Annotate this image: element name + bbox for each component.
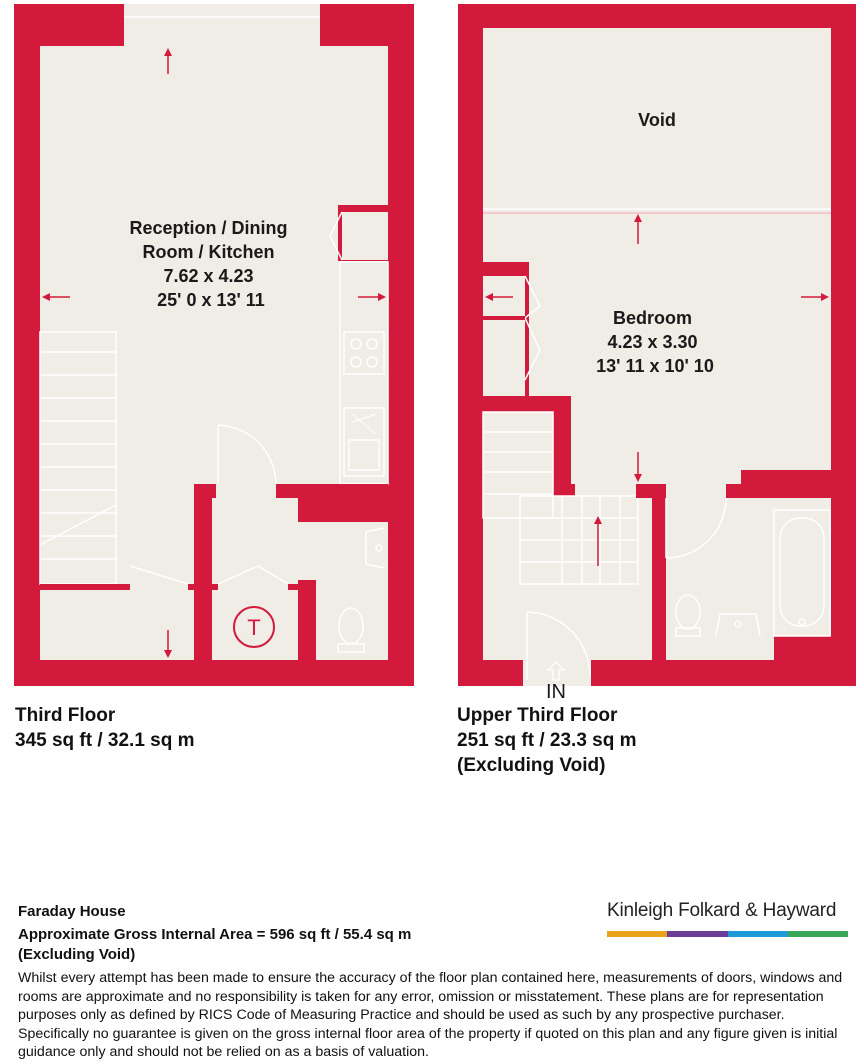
reception-floor xyxy=(40,46,388,660)
gross-area-note: (Excluding Void) xyxy=(18,946,136,963)
room-dimensions-metric: 7.62 x 4.23 xyxy=(163,266,254,286)
room-name-line: Room / Kitchen xyxy=(142,242,275,262)
kitchen-counter xyxy=(340,262,388,484)
footer xyxy=(18,902,848,1062)
entrance-label: IN xyxy=(546,681,566,703)
room-dimensions-imperial: 13' 11 x 10' 10 xyxy=(596,356,714,376)
bedroom-label xyxy=(596,308,714,376)
upper-third-floor-plan xyxy=(458,4,856,703)
room-name-line: Reception / Dining xyxy=(129,218,288,238)
floor-area: 345 sq ft / 32.1 sq m xyxy=(15,730,195,751)
gross-area-line: Approximate Gross Internal Area = 596 sq ft / 55.4 sq m xyxy=(18,926,412,943)
third-floor-plan xyxy=(14,4,414,686)
floor-note: (Excluding Void) xyxy=(457,755,606,776)
disclaimer-text: Whilst every attempt has been made to ensure the accuracy of the floor plan contained here, measurements of doors, windows and rooms are approximate and no responsibility is taken for any error, omission or misstatement. These plans are for representation purposes only as defined by RICS Code of Measuring Practice and should be used as such by any prospective purchaser. Specifically no guarantee is given on the gross internal floor area of the property if quoted on this plan and any figure given is initial guidance only and should not be relied on as a basis of valuation. xyxy=(18,970,843,1061)
floor-name: Third Floor xyxy=(15,705,116,726)
room-name-line: Bedroom xyxy=(612,308,692,328)
void-label: Void xyxy=(638,110,676,130)
floor-area: 251 sq ft / 23.3 sq m xyxy=(457,730,637,751)
room-dimensions-metric: 4.23 x 3.30 xyxy=(607,332,698,352)
floor-name: Upper Third Floor xyxy=(457,705,618,726)
upper-third-floor-caption xyxy=(457,703,637,778)
property-name: Faraday House xyxy=(18,903,126,920)
third-floor-caption xyxy=(15,703,195,753)
room-dimensions-imperial: 25' 0 x 13' 11 xyxy=(157,290,265,310)
gross-internal-area xyxy=(18,925,848,965)
tank-label: T xyxy=(247,615,261,640)
brand-name: Kinleigh Folkard & Hayward xyxy=(607,900,837,921)
